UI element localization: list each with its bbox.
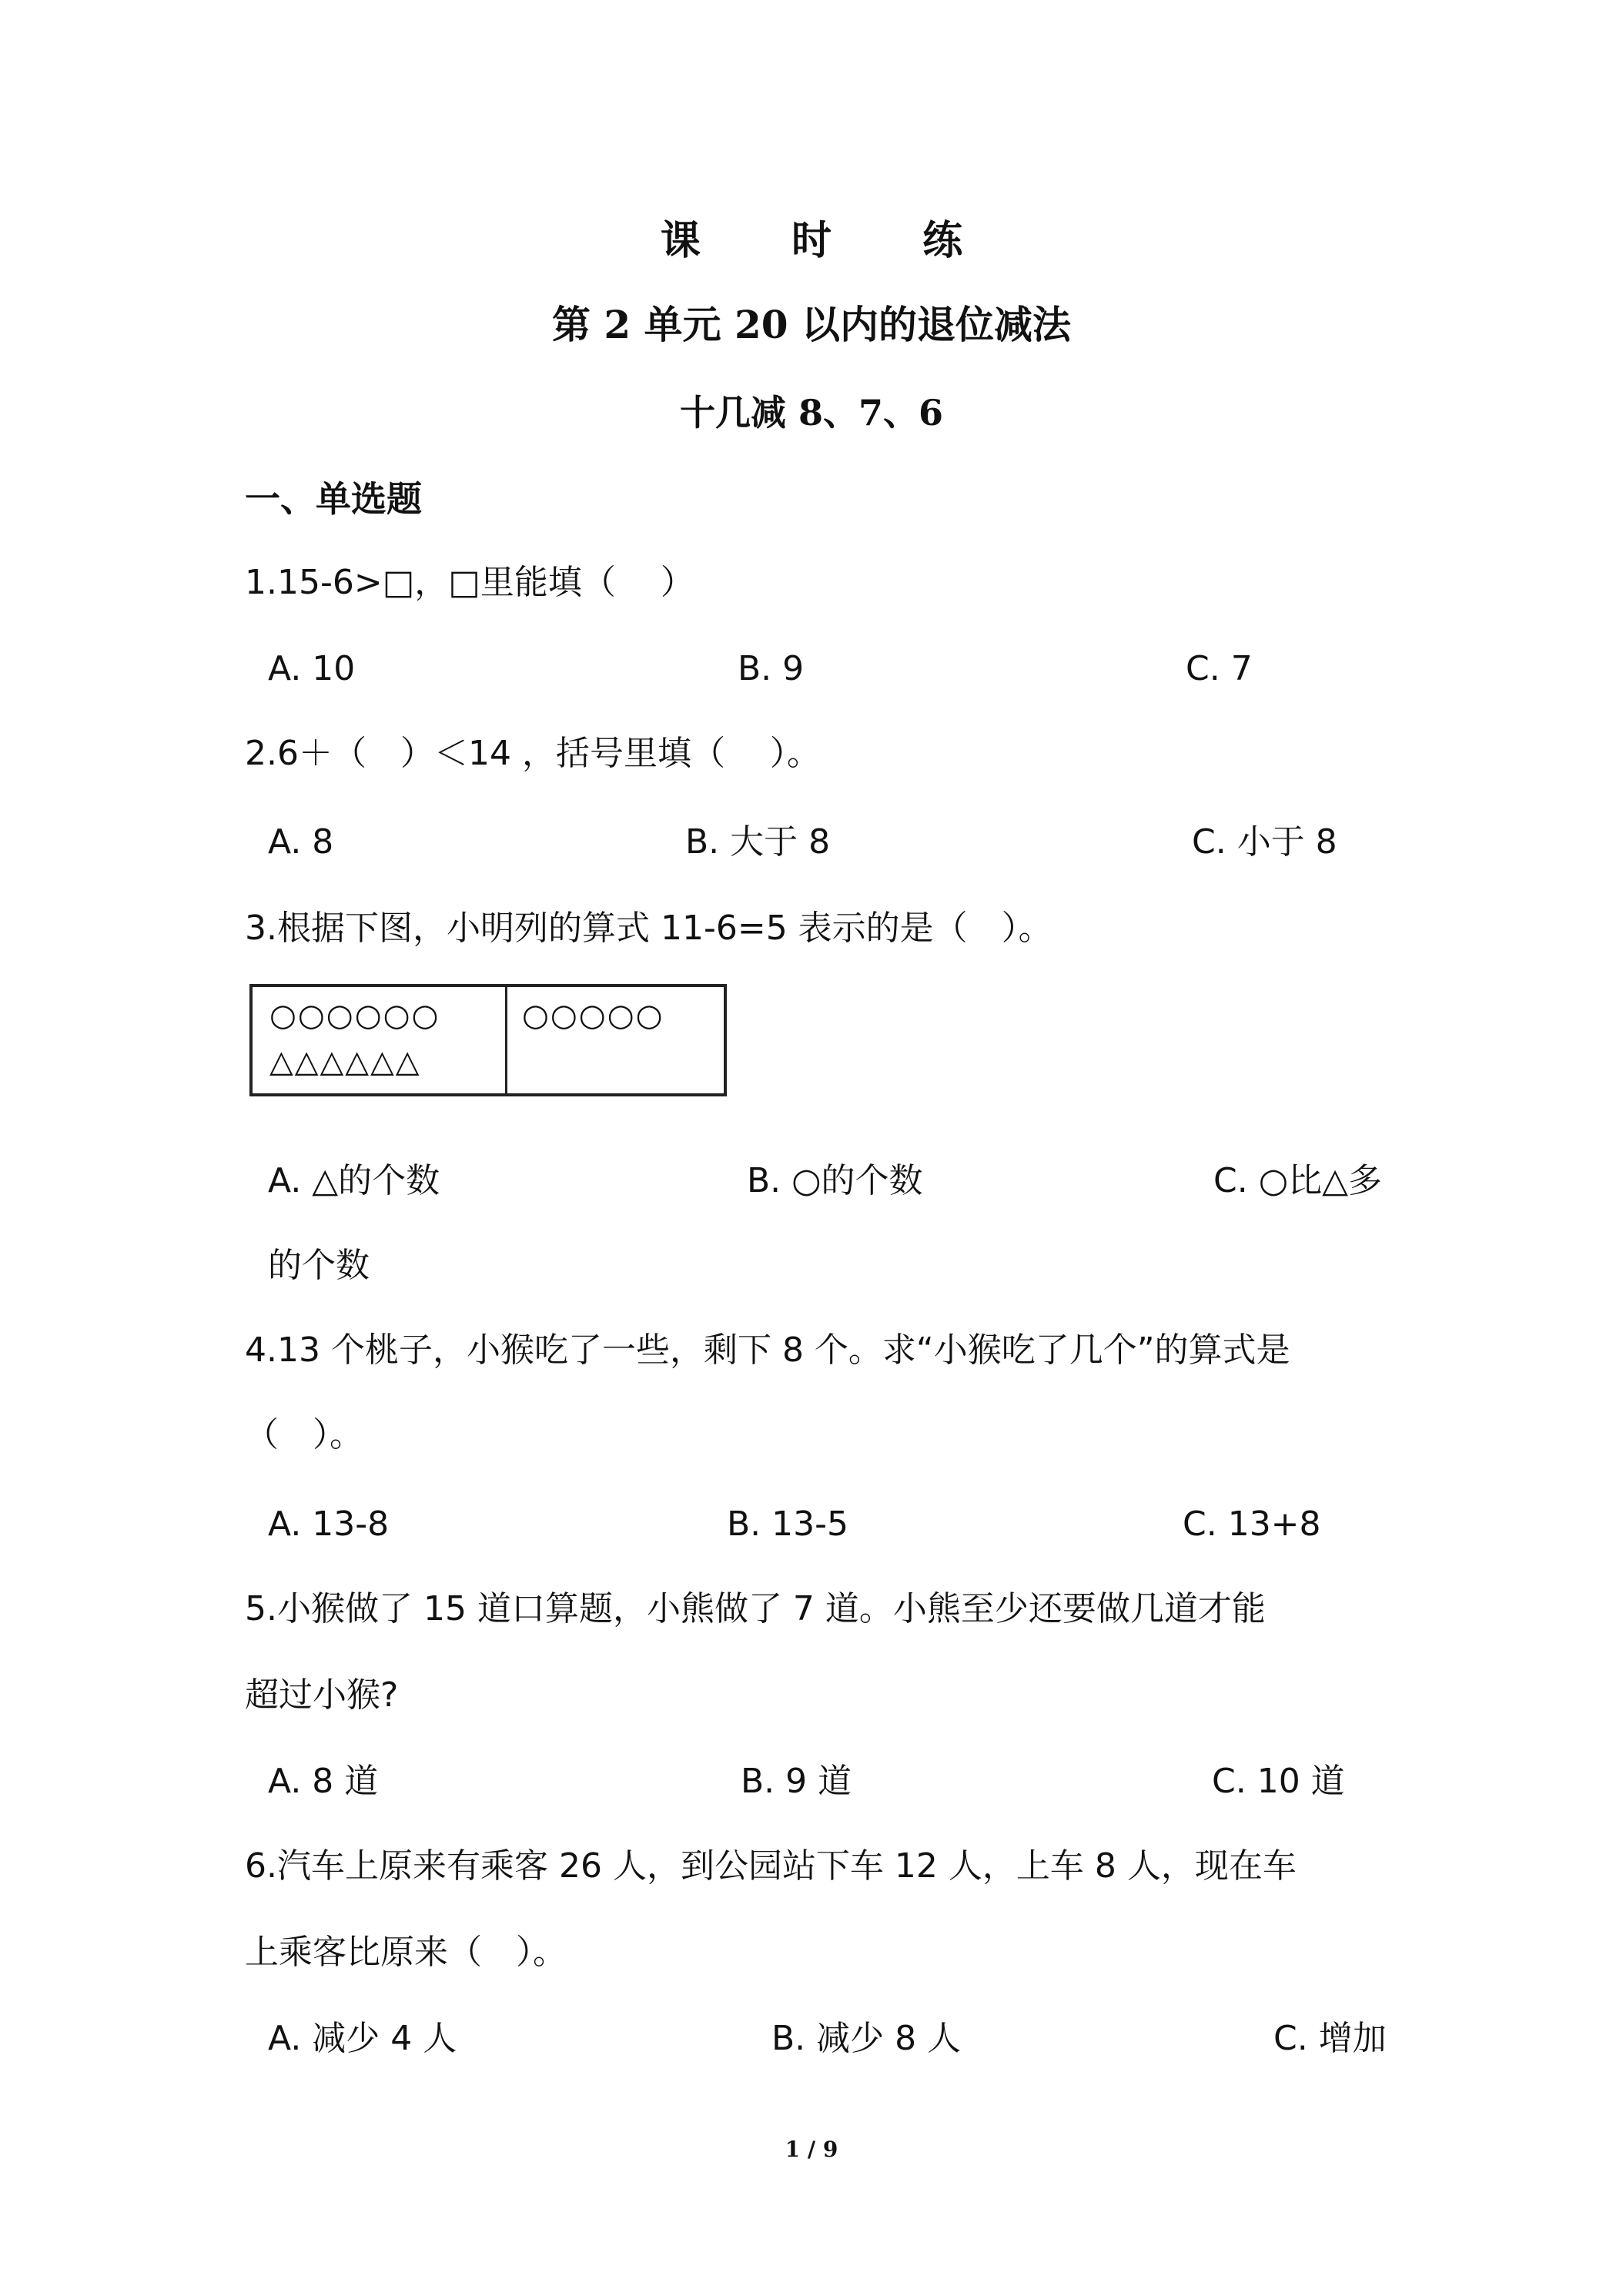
lesson-title: 十几减 8、7、6 <box>679 392 944 433</box>
q3-option-a: A. △的个数 <box>268 1161 440 1200</box>
q3-option-b: B. ○的个数 <box>747 1161 923 1200</box>
q3-option-c-continued: 的个数 <box>268 1246 370 1285</box>
q6-option-b: B. 减少 8 人 <box>771 2019 962 2058</box>
triangles-row: △△△△△△ <box>269 1044 421 1079</box>
question-6-continued: 上乘客比原来（ ）。 <box>245 1933 567 1972</box>
q5-option-b: B. 9 道 <box>741 1762 852 1801</box>
question-6: 6.汽车上原来有乘客 26 人，到公园站下车 12 人，上车 8 人，现在车 <box>245 1846 1297 1886</box>
q1-option-c: C. 7 <box>1186 649 1253 688</box>
q6-option-a: A. 减少 4 人 <box>268 2019 457 2058</box>
question-1: 1.15-6>□，□里能填（ ） <box>245 563 694 602</box>
q4-option-c: C. 13+8 <box>1183 1504 1321 1544</box>
question-4-continued: （ ）。 <box>245 1415 363 1454</box>
q5-option-c: C. 10 道 <box>1212 1762 1345 1801</box>
q2-option-a: A. 8 <box>268 822 334 862</box>
page-number: 1 / 9 <box>785 2137 838 2162</box>
q5-option-a: A. 8 道 <box>268 1762 379 1801</box>
q4-option-a: A. 13-8 <box>268 1504 390 1544</box>
question-3: 3.根据下图，小明列的算式 11-6=5 表示的是（ ）。 <box>245 909 1052 948</box>
section-heading: 一、单选题 <box>245 478 422 520</box>
q6-option-c: C. 增加 <box>1273 2019 1387 2058</box>
q4-option-b: B. 13-5 <box>727 1504 849 1544</box>
q2-option-b: B. 大于 8 <box>685 822 831 862</box>
question-5-continued: 超过小猴? <box>245 1675 399 1715</box>
page-title: 课 时 练 <box>660 217 1002 264</box>
unit-title: 第 2 单元 20 以内的退位减法 <box>552 302 1071 347</box>
question-2: 2.6＋（ ）＜14 ，括号里填（ ）。 <box>245 734 821 773</box>
shapes-figure <box>249 984 727 1096</box>
q1-option-a: A. 10 <box>268 649 356 688</box>
circles-row-right: ○○○○○ <box>522 998 664 1033</box>
circles-row-left: ○○○○○○ <box>269 998 440 1033</box>
figure-divider <box>505 987 507 1093</box>
q2-option-c: C. 小于 8 <box>1192 822 1337 862</box>
question-5: 5.小猴做了 15 道口算题，小熊做了 7 道。小熊至少还要做几道才能 <box>245 1589 1266 1628</box>
question-4: 4.13 个桃子，小猴吃了一些，剩下 8 个。求“小猴吃了几个”的算式是 <box>245 1330 1290 1370</box>
q1-option-b: B. 9 <box>738 649 805 688</box>
q3-option-c: C. ○比△多 <box>1213 1161 1382 1200</box>
